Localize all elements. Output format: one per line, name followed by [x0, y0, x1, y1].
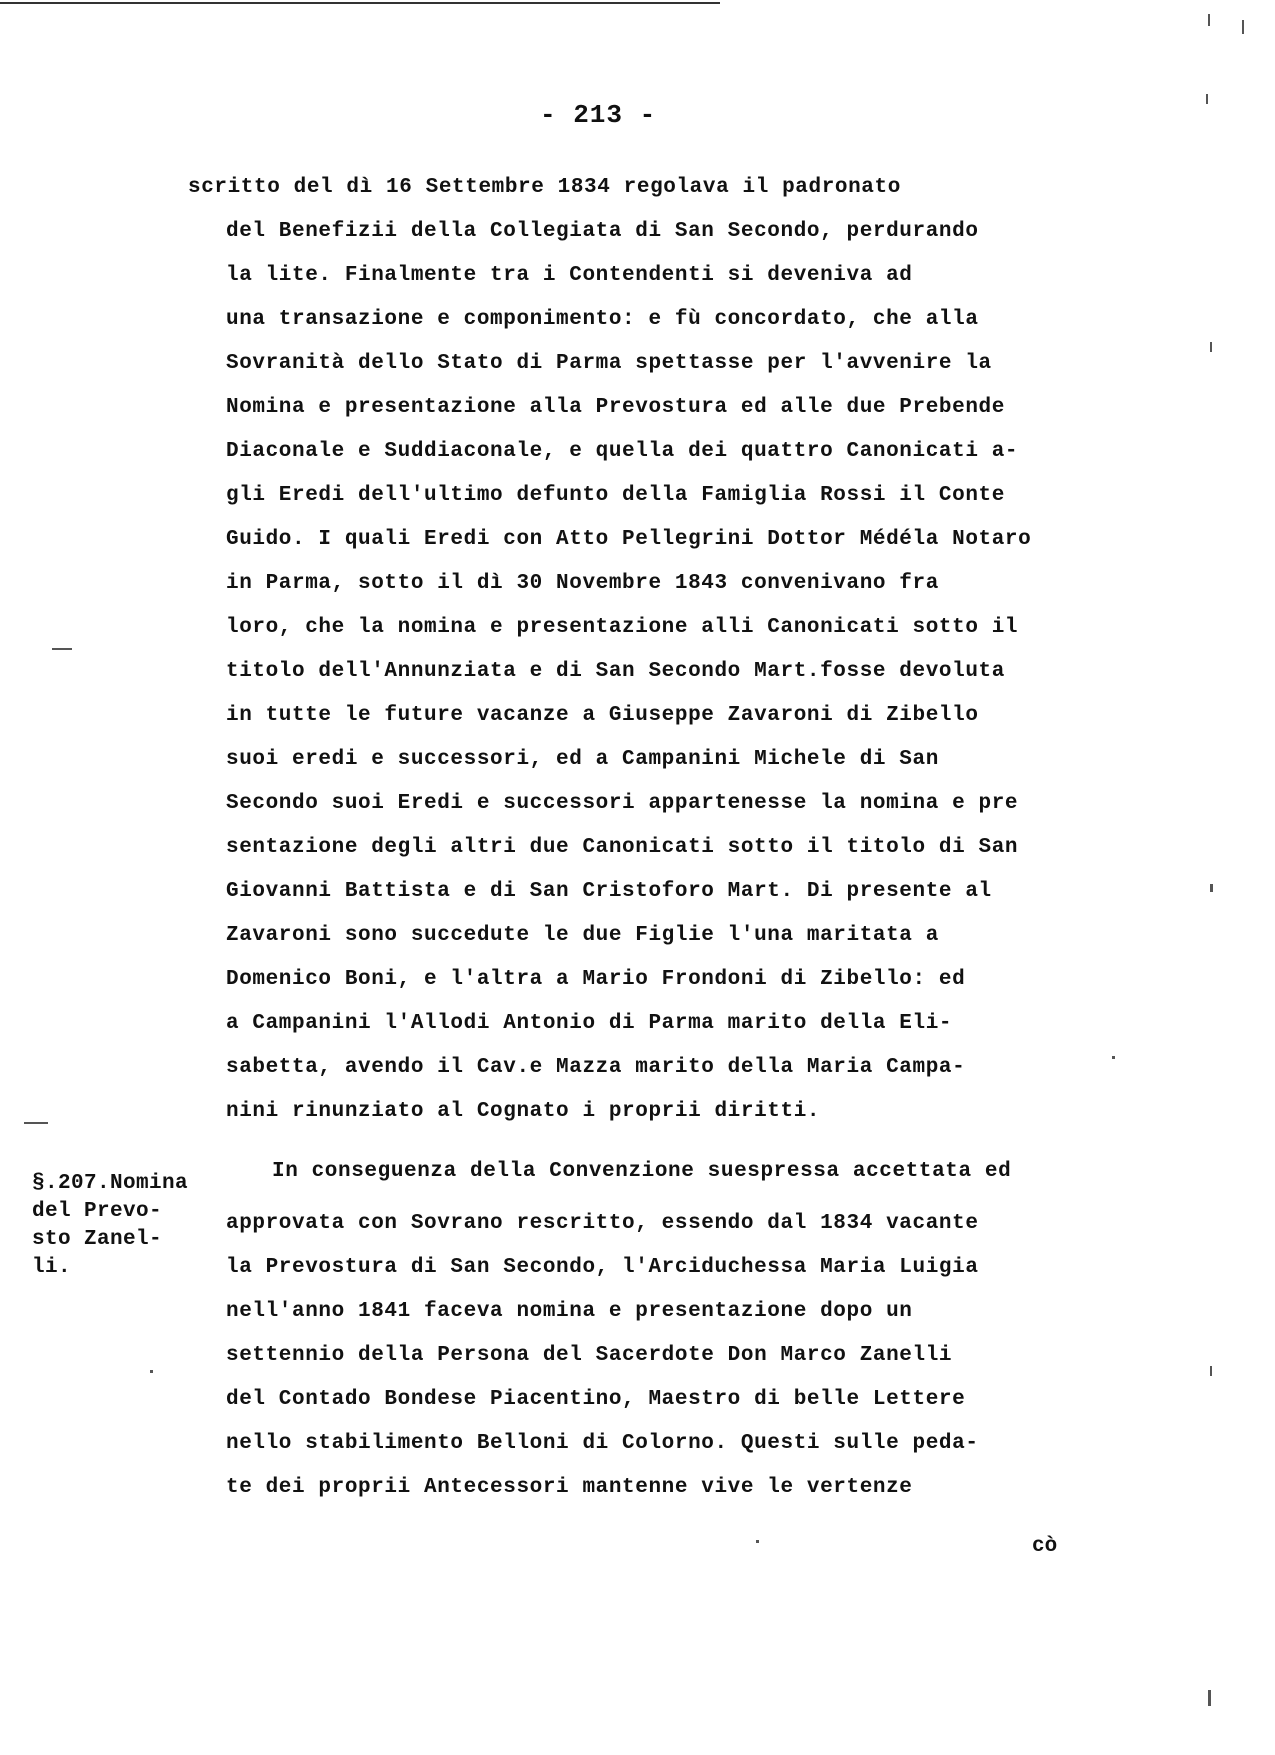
scan-speck: [756, 1540, 759, 1543]
text-line: in Parma, sotto il dì 30 Novembre 1843 convenivano fra: [226, 572, 939, 595]
text-line: del Benefizii della Collegiata di San Secondo, perdurando: [226, 220, 979, 243]
text-line: Guido. I quali Eredi con Atto Pellegrini Dottor Médéla Notaro: [226, 528, 1032, 551]
text-line: Giovanni Battista e di San Cristoforo Mart. Di presente al: [226, 880, 992, 903]
text-line: loro, che la nomina e presentazione alli Canonicati sotto il: [226, 616, 1019, 639]
top-border-rule: [0, 2, 720, 4]
text-line: nell'anno 1841 faceva nomina e presentazione dopo un: [226, 1300, 913, 1323]
scan-speck: [52, 648, 72, 650]
text-line: In conseguenza della Convenzione suespressa accettata ed: [272, 1160, 1012, 1183]
text-line: gli Eredi dell'ultimo defunto della Famiglia Rossi il Conte: [226, 484, 1005, 507]
scan-speck: [1210, 342, 1212, 352]
scan-speck: [24, 1122, 48, 1124]
text-line: la lite. Finalmente tra i Contendenti si deveniva ad: [226, 264, 913, 287]
text-line: una transazione e componimento: e fù concordato, che alla: [226, 308, 979, 331]
text-line: la Prevostura di San Secondo, l'Arciduchessa Maria Luigia: [226, 1256, 979, 1279]
scan-speck: [1208, 14, 1210, 26]
scan-speck: [1206, 94, 1208, 104]
catchword: cò: [1032, 1535, 1058, 1558]
text-line: nello stabilimento Belloni di Colorno. Questi sulle peda-: [226, 1432, 979, 1455]
text-line: in tutte le future vacanze a Giuseppe Zavaroni di Zibello: [226, 704, 979, 727]
text-line: a Campanini l'Allodi Antonio di Parma marito della Eli-: [226, 1012, 953, 1035]
text-line: approvata con Sovrano rescritto, essendo dal 1834 vacante: [226, 1212, 979, 1235]
scan-speck: [1112, 1056, 1115, 1059]
text-line: Diaconale e Suddiaconale, e quella dei quattro Canonicati a-: [226, 440, 1019, 463]
text-line: scritto del dì 16 Settembre 1834 regolava il padronato: [188, 176, 901, 199]
text-line: Zavaroni sono succedute le due Figlie l'una maritata a: [226, 924, 939, 947]
text-line: titolo dell'Annunziata e di San Secondo Mart.fosse devoluta: [226, 660, 1005, 683]
text-line: suoi eredi e successori, ed a Campanini Michele di San: [226, 748, 939, 771]
text-line: Nomina e presentazione alla Prevostura ed alle due Prebende: [226, 396, 1005, 419]
text-line: del Contado Bondese Piacentino, Maestro di belle Lettere: [226, 1388, 966, 1411]
text-line: te dei proprii Antecessori mantenne vive le vertenze: [226, 1476, 913, 1499]
text-line: nini rinunziato al Cognato i proprii diritti.: [226, 1100, 821, 1123]
text-line: settennio della Persona del Sacerdote Don Marco Zanelli: [226, 1344, 953, 1367]
text-line: sabetta, avendo il Cav.e Mazza marito della Maria Campa-: [226, 1056, 966, 1079]
margin-note: §.207.Nomina del Prevo- sto Zanel- li.: [32, 1172, 189, 1279]
text-line: Secondo suoi Eredi e successori appartenesse la nomina e pre: [226, 792, 1019, 815]
scan-speck: [1242, 20, 1244, 34]
text-line: sentazione degli altri due Canonicati sotto il titolo di San: [226, 836, 1019, 859]
scan-speck: [1208, 1690, 1211, 1706]
scan-speck: [150, 1370, 153, 1373]
page-number: - 213 -: [540, 100, 657, 130]
text-line: Domenico Boni, e l'altra a Mario Frondoni di Zibello: ed: [226, 968, 966, 991]
scan-speck: [1210, 1366, 1212, 1376]
scan-speck: [1210, 884, 1213, 892]
text-line: Sovranità dello Stato di Parma spettasse per l'avvenire la: [226, 352, 992, 375]
